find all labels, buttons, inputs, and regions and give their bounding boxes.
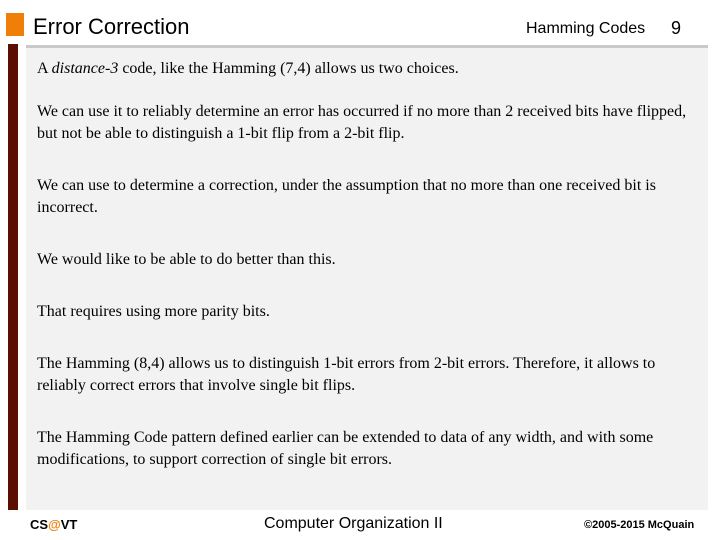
paragraph-suffix: code, like the Hamming (7,4) allows us two choices. bbox=[118, 60, 459, 77]
slide-number: 9 bbox=[671, 18, 682, 38]
slide-title: Error Correction bbox=[33, 14, 190, 39]
paragraph-prefix: A bbox=[37, 60, 52, 77]
paragraph-error-detection: We can use it to reliably determine an error has occurred if no more than 2 received bits have flipped, but not be able to distinguish a 1-bit flip from a 2-bit flip. bbox=[37, 103, 687, 142]
paragraph-distance-3 bbox=[37, 58, 697, 80]
footer-institution bbox=[30, 517, 77, 532]
paragraph-extension: The Hamming Code pattern defined earlier can be extended to data of any width, and with some modifications, to support correction of single bit errors. bbox=[37, 429, 654, 468]
footer-vt: VT bbox=[60, 517, 78, 532]
footer-course: Computer Organization II bbox=[264, 515, 443, 532]
title-accent-square bbox=[6, 13, 24, 36]
footer-at-sign: @ bbox=[48, 517, 61, 532]
paragraph-parity-bits: That requires using more parity bits. bbox=[37, 303, 270, 320]
footer-cs: CS bbox=[30, 517, 49, 532]
slide-topic: Hamming Codes bbox=[526, 20, 646, 37]
paragraph-italic-term: distance-3 bbox=[51, 60, 119, 77]
left-accent-bar bbox=[8, 44, 18, 510]
paragraph-hamming-8-4: The Hamming (8,4) allows us to distinguish 1-bit errors from 2-bit errors. Therefore, it allows to reliably correct errors that involve single bit flips. bbox=[37, 355, 656, 394]
paragraph-do-better: We would like to be able to do better than this. bbox=[37, 251, 336, 268]
paragraph-error-correction: We can use to determine a correction, under the assumption that no more than one received bit is incorrect. bbox=[37, 177, 656, 216]
footer-copyright: ©2005-2015 McQuain bbox=[584, 519, 695, 531]
